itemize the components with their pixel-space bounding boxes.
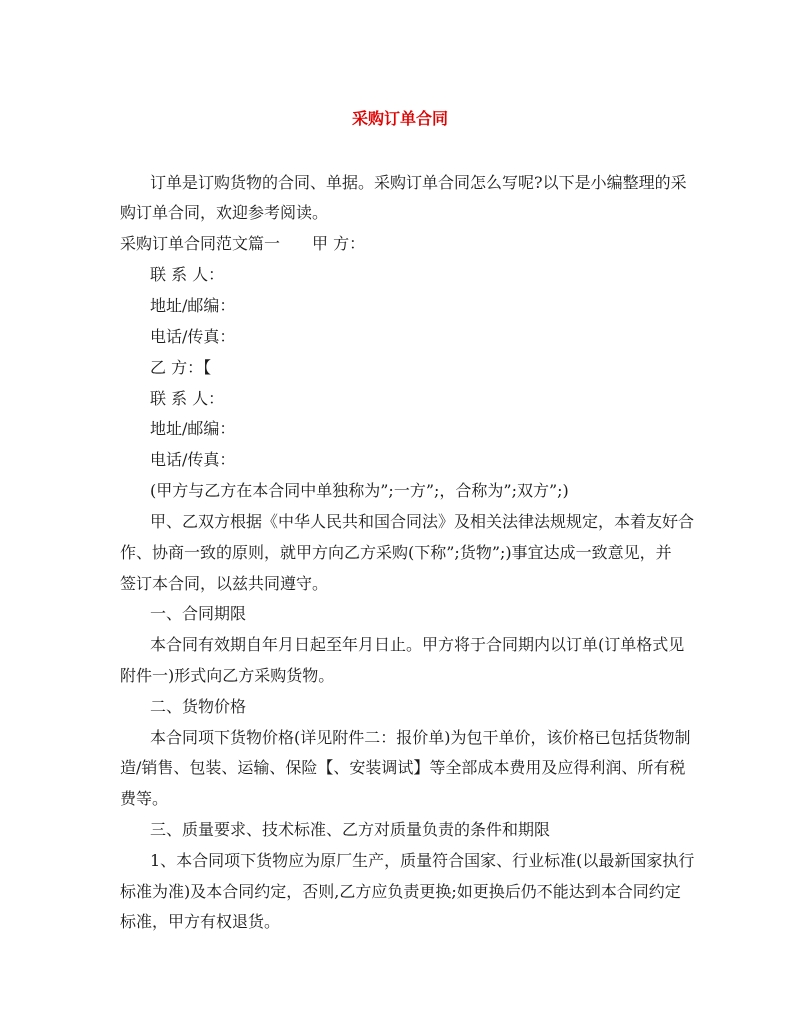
paragraph-line: 造/销售、包装、运输、保险【、安装调试】等全部成本费用及应得利润、所有税 (120, 758, 686, 777)
paragraph-line: 本合同项下货物价格(详见附件二：报价单)为包干单价，该价格已包括货物制 (150, 728, 691, 747)
paragraph-line: 甲、乙双方根据《中华人民共和国合同法》及相关法律法规规定，本着友好合 (150, 512, 695, 531)
paragraph-line: 附件一)形式向乙方采购货物。 (120, 666, 335, 685)
paragraph-line: 本合同有效期自年月日起至年月日止。甲方将于合同期内以订单(订单格式见 (150, 635, 685, 654)
paragraph-line: 电话/传真： (150, 450, 236, 469)
paragraph-line: 联 系 人： (150, 265, 225, 284)
section-heading: 三、质量要求、技术标准、乙方对质量负责的条件和期限 (150, 820, 551, 839)
paragraph-line: 签订本合同，以兹共同遵守。 (120, 574, 329, 593)
paragraph-line: (甲方与乙方在本合同中单独称为”;一方”;，合称为”;双方”;) (150, 481, 569, 500)
paragraph-line: 订单是订购货物的合同、单据。采购订单合同怎么写呢?以下是小编整理的采 (150, 173, 687, 192)
paragraph-line: 联 系 人： (150, 389, 225, 408)
paragraph-line: 标准，甲方有权退货。 (120, 912, 281, 931)
paragraph-line: 乙 方：【 (150, 358, 212, 377)
paragraph-line: 作、协商一致的原则，就甲方向乙方采购(下称”;货物”;)事宜达成一致意见，并 (120, 543, 672, 562)
document-title: 采购订单合同 (351, 109, 448, 128)
paragraph-line: 地址/邮编： (150, 419, 236, 438)
paragraph-line: 购订单合同，欢迎参考阅读。 (120, 203, 329, 222)
section-heading: 二、货物价格 (150, 697, 247, 716)
paragraph-line: 地址/邮编： (150, 296, 236, 315)
paragraph-line: 标准为准)及本合同约定，否则,乙方应负责更换;如更换后仍不能达到本合同约定 (120, 882, 681, 901)
section-heading: 一、合同期限 (150, 604, 247, 623)
paragraph-line: 电话/传真： (150, 327, 236, 346)
paragraph-line: 1、本合同项下货物应为原厂生产，质量符合国家、行业标准(以最新国家执行 (150, 851, 695, 870)
paragraph-line: 费等。 (120, 789, 169, 808)
paragraph-line: 采购订单合同范文篇一 甲 方： (120, 234, 366, 253)
